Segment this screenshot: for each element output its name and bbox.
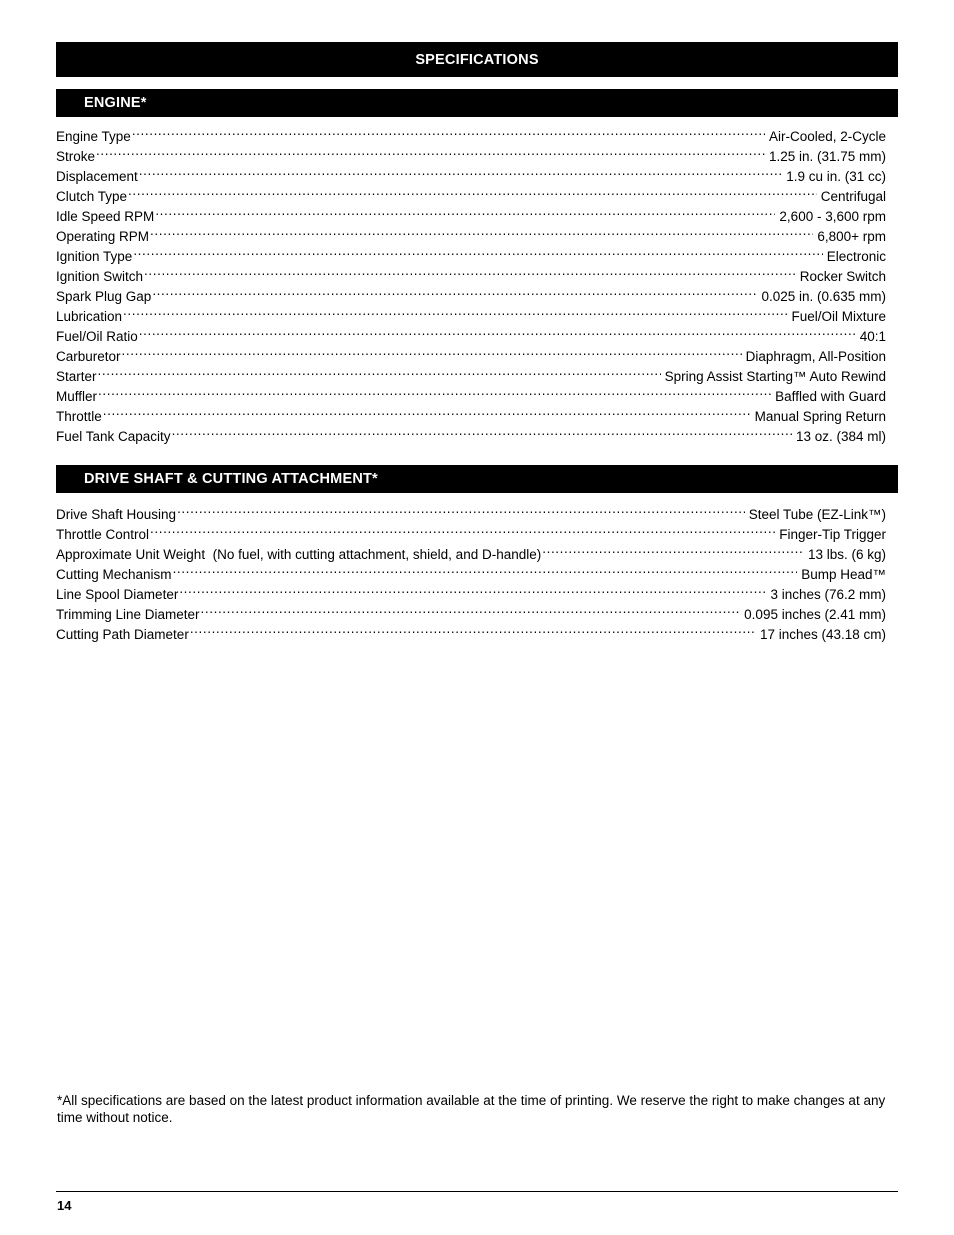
dot-leader xyxy=(155,201,775,221)
spec-value: Electronic xyxy=(826,249,886,264)
spec-row-carburetor xyxy=(56,341,886,364)
page-title: SPECIFICATIONS xyxy=(56,42,898,77)
spec-row-cutting-mechanism xyxy=(56,559,886,582)
dot-leader xyxy=(123,301,787,321)
spec-row-drive-shaft-housing xyxy=(56,499,886,522)
engine-spec-list xyxy=(56,121,886,444)
spec-row-trimming-line-diameter xyxy=(56,599,886,622)
drive-shaft-section-heading: DRIVE SHAFT & CUTTING ATTACHMENT* xyxy=(56,465,898,493)
spec-value: Centrifugal xyxy=(820,189,886,204)
spec-label: Ignition Switch xyxy=(56,269,144,284)
spec-value: Steel Tube (EZ-Link™) xyxy=(748,507,886,522)
dot-leader xyxy=(177,499,745,519)
spec-row-spark-plug-gap xyxy=(56,281,886,304)
spec-row-ignition-type xyxy=(56,241,886,264)
spec-label: Approximate Unit Weight (No fuel, with cutting attachment, shield, and D-handle) xyxy=(56,547,542,562)
drive-shaft-spec-list xyxy=(56,499,886,642)
dot-leader xyxy=(122,341,742,361)
spec-label: Carburetor xyxy=(56,349,121,364)
spec-row-fuel-tank-capacity xyxy=(56,421,886,444)
spec-value: 13 lbs. (6 kg) xyxy=(807,547,886,562)
spec-value: 0.095 inches (2.41 mm) xyxy=(744,607,886,622)
spec-value: Rocker Switch xyxy=(799,269,886,284)
spec-row-throttle xyxy=(56,401,886,424)
spec-value: Fuel/Oil Mixture xyxy=(791,309,886,324)
spec-label: Starter xyxy=(56,369,97,384)
spec-row-line-spool-diameter xyxy=(56,579,886,602)
spec-label: Cutting Path Diameter xyxy=(56,627,189,642)
spec-value: 2,600 - 3,600 rpm xyxy=(779,209,886,224)
specifications-footnote: *All specifications are based on the latest product information available at the time of printing. We reserve the right to make changes at any time without notice. xyxy=(57,1093,886,1125)
spec-label: Stroke xyxy=(56,149,96,164)
spec-value: Baffled with Guard xyxy=(775,389,886,404)
spec-value: 13 oz. (384 ml) xyxy=(795,429,886,444)
dot-leader xyxy=(96,141,765,161)
spec-row-operating-rpm xyxy=(56,221,886,244)
spec-label: Clutch Type xyxy=(56,189,128,204)
dot-leader xyxy=(190,619,756,639)
spec-label: Spark Plug Gap xyxy=(56,289,152,304)
spec-row-throttle-control xyxy=(56,519,886,542)
spec-label: Drive Shaft Housing xyxy=(56,507,177,522)
spec-label: Throttle xyxy=(56,409,102,424)
spec-row-engine-type xyxy=(56,121,886,144)
spec-row-fuel-oil-ratio xyxy=(56,321,886,344)
dot-leader xyxy=(139,321,856,341)
spec-value: 1.9 cu in. (31 cc) xyxy=(786,169,886,184)
dot-leader xyxy=(542,539,804,559)
spec-value: Spring Assist Starting™ Auto Rewind xyxy=(664,369,886,384)
engine-section-heading: ENGINE* xyxy=(56,89,898,117)
spec-label: Cutting Mechanism xyxy=(56,567,172,582)
dot-leader xyxy=(139,161,782,181)
dot-leader xyxy=(173,559,798,579)
spec-value: 3 inches (76.2 mm) xyxy=(770,587,886,602)
dot-leader xyxy=(98,381,771,401)
spec-value: 0.025 in. (0.635 mm) xyxy=(761,289,886,304)
dot-leader xyxy=(172,421,792,441)
spec-value: 6,800+ rpm xyxy=(817,229,886,244)
spec-value: Bump Head™ xyxy=(801,567,886,582)
spec-label: Engine Type xyxy=(56,129,131,144)
dot-leader xyxy=(201,599,741,619)
spec-label: Lubrication xyxy=(56,309,123,324)
spec-label: Muffler xyxy=(56,389,98,404)
dot-leader xyxy=(150,221,813,241)
spec-value: Air-Cooled, 2-Cycle xyxy=(768,129,886,144)
spec-label: Ignition Type xyxy=(56,249,133,264)
dot-leader xyxy=(128,181,817,201)
spec-value: Manual Spring Return xyxy=(754,409,886,424)
spec-label: Operating RPM xyxy=(56,229,150,244)
dot-leader xyxy=(179,579,766,599)
spec-value: Finger-Tip Trigger xyxy=(779,527,886,542)
spec-value: Diaphragm, All-Position xyxy=(745,349,886,364)
spec-row-ignition-switch xyxy=(56,261,886,284)
spec-label: Throttle Control xyxy=(56,527,150,542)
spec-row-idle-speed xyxy=(56,201,886,224)
spec-label: Line Spool Diameter xyxy=(56,587,179,602)
spec-value: 1.25 in. (31.75 mm) xyxy=(768,149,886,164)
spec-label: Fuel Tank Capacity xyxy=(56,429,171,444)
spec-label: Fuel/Oil Ratio xyxy=(56,329,138,344)
spec-row-lubrication xyxy=(56,301,886,324)
spec-label: Trimming Line Diameter xyxy=(56,607,200,622)
dot-leader xyxy=(132,121,765,141)
dot-leader xyxy=(133,241,822,261)
spec-label: Idle Speed RPM xyxy=(56,209,155,224)
footer-divider xyxy=(56,1191,898,1192)
spec-value: 17 inches (43.18 cm) xyxy=(759,627,886,642)
spec-row-stroke xyxy=(56,141,886,164)
page-number: 14 xyxy=(57,1198,72,1213)
dot-leader xyxy=(150,519,775,539)
dot-leader xyxy=(98,361,661,381)
dot-leader xyxy=(103,401,751,421)
spec-row-clutch-type xyxy=(56,181,886,204)
spec-label: Displacement xyxy=(56,169,138,184)
dot-leader xyxy=(144,261,796,281)
spec-row-unit-weight xyxy=(56,539,886,562)
spec-row-muffler xyxy=(56,381,886,404)
dot-leader xyxy=(152,281,757,301)
spec-row-displacement xyxy=(56,161,886,184)
spec-value: 40:1 xyxy=(859,329,886,344)
